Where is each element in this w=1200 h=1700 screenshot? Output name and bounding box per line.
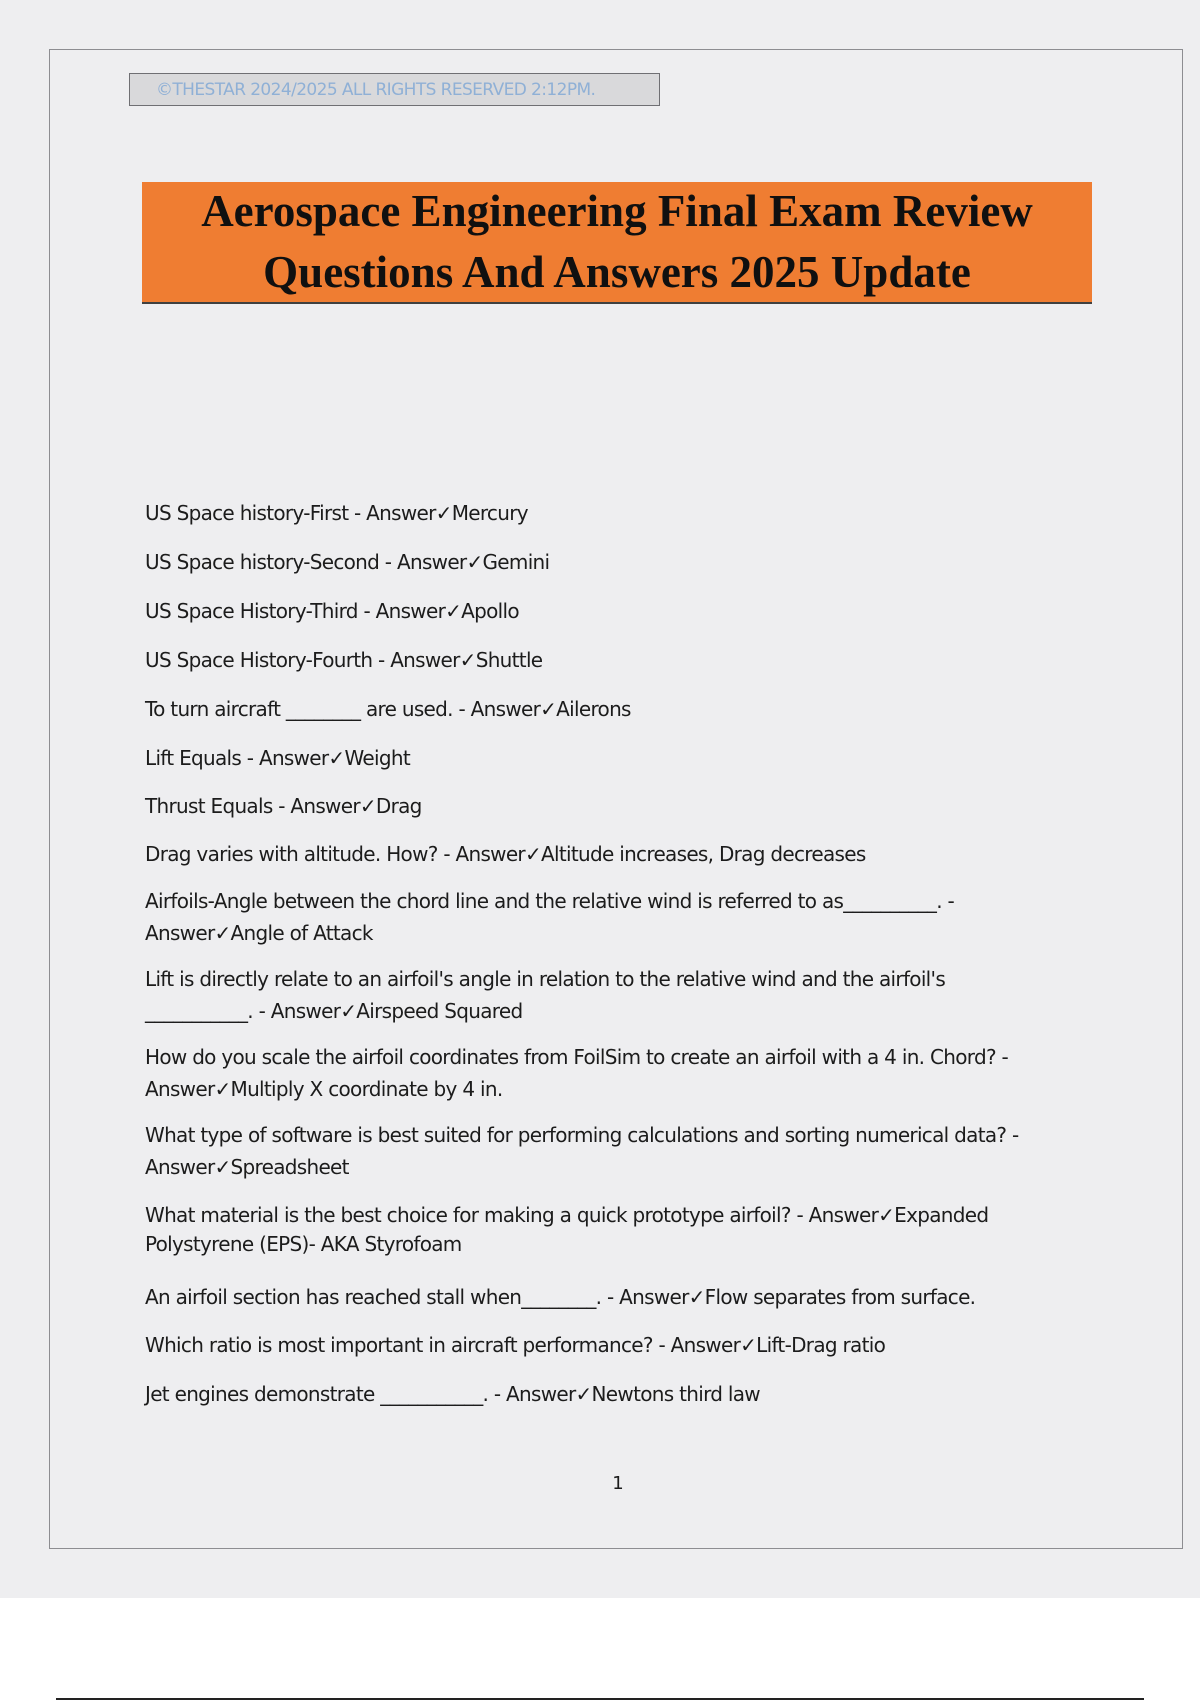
qa-item bbox=[145, 595, 1075, 627]
qa-line: US Space History-Third - Answer✓Apollo bbox=[145, 599, 519, 623]
qa-item bbox=[145, 546, 1075, 578]
qa-item bbox=[145, 742, 1075, 774]
qa-item bbox=[145, 1041, 1075, 1105]
qa-line: Thrust Equals - Answer✓Drag bbox=[145, 794, 422, 818]
qa-item bbox=[145, 497, 1075, 529]
qa-item bbox=[145, 963, 1075, 1027]
qa-line: To turn aircraft ________ are used. - Answer✓Ailerons bbox=[145, 697, 631, 721]
qa-item bbox=[145, 1201, 1075, 1259]
title-line-1: Aerospace Engineering Final Exam Review bbox=[201, 186, 1033, 236]
copyright-watermark bbox=[129, 73, 660, 106]
qa-line: US Space history-First - Answer✓Mercury bbox=[145, 501, 528, 525]
qa-item bbox=[145, 790, 1075, 822]
title-line-2: Questions And Answers 2025 Update bbox=[263, 247, 971, 297]
qa-line: US Space History-Fourth - Answer✓Shuttle bbox=[145, 648, 543, 672]
qa-line: What type of software is best suited for performing calculations and sorting numerical data? - bbox=[145, 1123, 1019, 1147]
qa-item bbox=[145, 644, 1075, 676]
qa-line: Answer✓Angle of Attack bbox=[145, 921, 373, 945]
qa-line: Jet engines demonstrate ___________. - Answer✓Newtons third law bbox=[145, 1382, 760, 1406]
qa-item bbox=[145, 838, 1075, 870]
qa-line: Lift Equals - Answer✓Weight bbox=[145, 746, 410, 770]
copyright-text: ©THESTAR 2024/2025 ALL RIGHTS RESERVED 2:12PM. bbox=[156, 79, 596, 100]
qa-line: What material is the best choice for making a quick prototype airfoil? - Answer✓Expanded bbox=[145, 1203, 989, 1227]
qa-line: US Space history-Second - Answer✓Gemini bbox=[145, 550, 550, 574]
qa-item bbox=[145, 885, 1075, 949]
page-number: 1 bbox=[612, 1473, 624, 1494]
qa-line: Lift is directly relate to an airfoil's angle in relation to the relative wind and the airfoil's bbox=[145, 967, 946, 991]
qa-line: ___________. - Answer✓Airspeed Squared bbox=[145, 999, 523, 1023]
qa-item bbox=[145, 1329, 1075, 1361]
qa-line: Which ratio is most important in aircraft performance? - Answer✓Lift-Drag ratio bbox=[145, 1333, 886, 1357]
qa-line: Answer✓Multiply X coordinate by 4 in. bbox=[145, 1077, 503, 1101]
qa-line: Polystyrene (EPS)- AKA Styrofoam bbox=[145, 1232, 462, 1256]
qa-item bbox=[145, 1281, 1075, 1313]
title-banner bbox=[142, 182, 1092, 304]
qa-line: Answer✓Spreadsheet bbox=[145, 1155, 349, 1179]
qa-line: How do you scale the airfoil coordinates from FoilSim to create an airfoil with a 4 in. Chord? - bbox=[145, 1045, 1009, 1069]
qa-line: Airfoils-Angle between the chord line and the relative wind is referred to as__________. - bbox=[145, 889, 955, 913]
qa-item bbox=[145, 1119, 1075, 1183]
qa-line: An airfoil section has reached stall when________. - Answer✓Flow separates from surface. bbox=[145, 1285, 976, 1309]
qa-item bbox=[145, 693, 1075, 725]
qa-item bbox=[145, 1378, 1075, 1410]
qa-line: Drag varies with altitude. How? - Answer✓Altitude increases, Drag decreases bbox=[145, 842, 866, 866]
